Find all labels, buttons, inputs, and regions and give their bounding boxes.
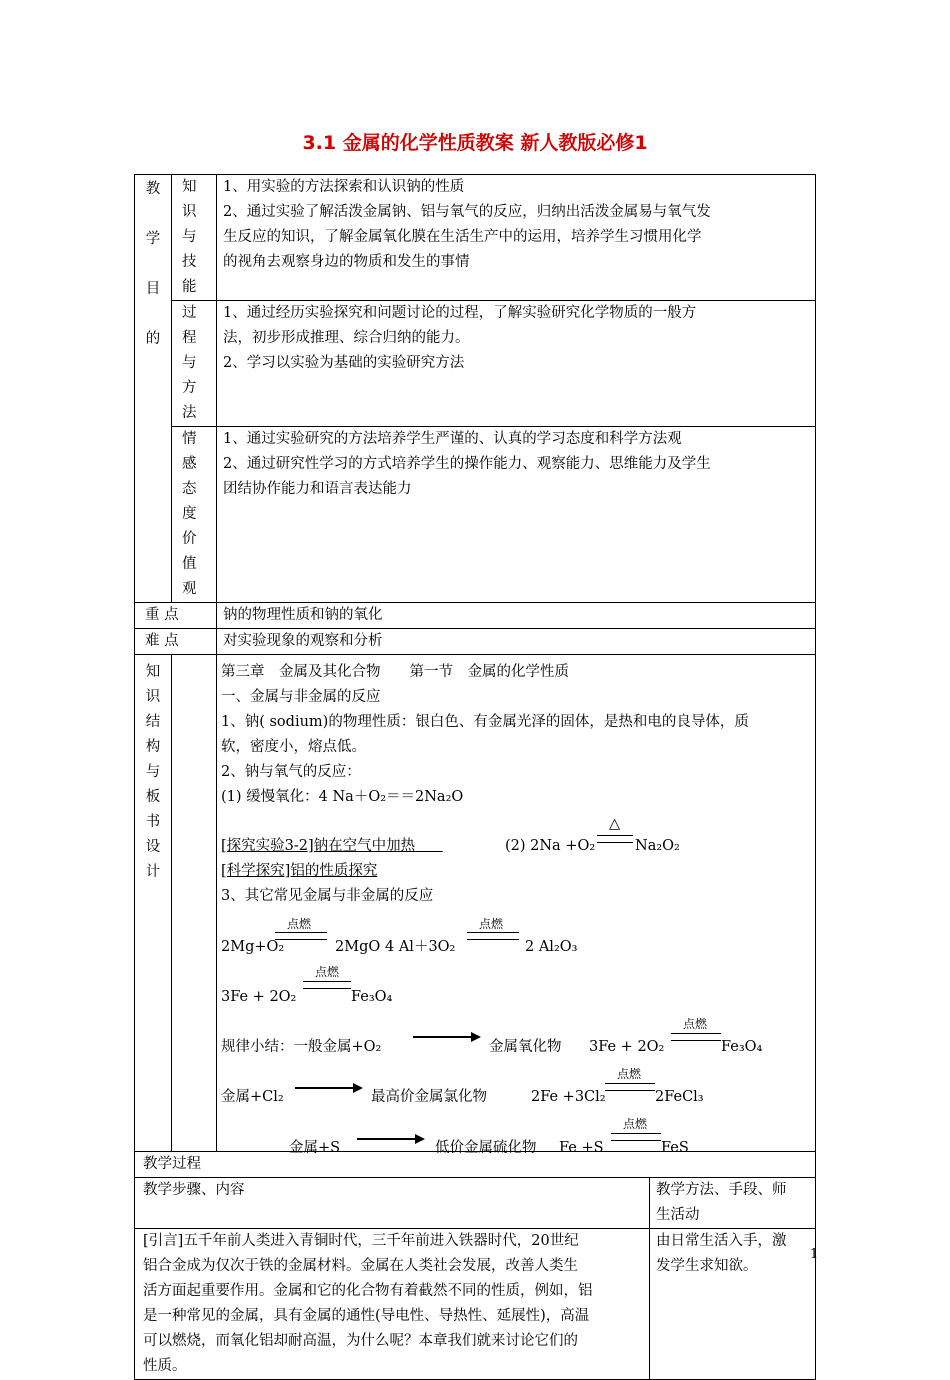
goal-type-text: 过程 <box>182 305 197 346</box>
intro-line: 性质。 <box>143 1358 187 1374</box>
goal-line: 团结协作能力和语言表达能力 <box>223 481 412 497</box>
page-number: 1 <box>810 1247 819 1262</box>
method-line: 发学生求知欲。 <box>656 1258 758 1274</box>
goal-type-text: 与 <box>182 355 197 371</box>
ignite-label: 点燃 <box>287 917 312 931</box>
board-label-char: 计 <box>145 864 161 880</box>
board-na-line2: 软，密度小，熔点低。 <box>221 739 366 755</box>
ignite-bar <box>605 1083 655 1091</box>
col-methods <box>650 1178 816 1229</box>
board-exp1 <box>221 834 443 859</box>
heat-symbol: △ <box>609 816 621 832</box>
goal-type-text: 技能 <box>182 254 197 295</box>
board-design-cell <box>135 655 816 1156</box>
goal-line: 生反应的知识，了解金属氧化膜在生活生产中的运用，培养学生习惯用化学 <box>223 229 702 245</box>
goal-content <box>217 301 816 427</box>
goals-label-char: 的 <box>145 331 161 347</box>
goal-line: 2、通过实验了解活泼金属钠、铝与氧气的反应，归纳出活泼金属易与氧气发 <box>223 204 711 220</box>
difficulty-label: 难 点 <box>135 629 217 655</box>
ignite-bar <box>611 1133 661 1141</box>
fe-left: 3Fe + 2O₂ <box>221 989 297 1005</box>
board-slow-ox: (1) 缓慢氧化：4 Na＋O₂＝＝2Na₂O <box>221 789 464 805</box>
process-title: 教学过程 <box>135 1152 816 1178</box>
method-line: 由日常生活入手，激 <box>656 1233 787 1249</box>
board-label-char: 与 <box>145 764 161 780</box>
goals-label-char: 目 <box>145 281 161 297</box>
goal-type-text: 价值观 <box>182 531 197 597</box>
ignite-label: 点燃 <box>315 965 340 979</box>
cl-label: 金属+Cl₂ <box>221 1089 284 1105</box>
key-point-label: 重 点 <box>135 603 217 629</box>
ignite-bar <box>303 981 351 989</box>
board-label-column <box>135 655 172 1151</box>
board-label-char: 板 <box>145 789 161 805</box>
board-section1: 一、金属与非金属的反应 <box>221 689 381 705</box>
rule-eq-left: 3Fe + 2O₂ <box>589 1039 665 1055</box>
difficulty-row <box>135 629 816 655</box>
process-header-row <box>135 1178 816 1229</box>
difficulty-text: 对实验现象的观察和分析 <box>217 629 816 655</box>
board-divider <box>172 655 217 1151</box>
s-arrow <box>357 1138 423 1140</box>
goal-row-process <box>135 301 816 427</box>
goal-line: 1、通过经历实验探究和问题讨论的过程，了解实验研究化学物质的一般方 <box>223 305 697 321</box>
board-exp2: [科学探究]铝的性质探究 <box>221 863 378 879</box>
board-label-char: 结 <box>145 714 161 730</box>
rule-result: 金属氧化物 <box>489 1039 562 1055</box>
cl-result: 最高价金属氯化物 <box>371 1089 487 1105</box>
board-label-char: 设 <box>145 839 161 855</box>
document-title: 3.1 金属的化学性质教案 新人教版必修1 <box>302 132 648 154</box>
goal-type-text: 情感 <box>182 431 197 472</box>
key-point-text: 钠的物理性质和钠的氧化 <box>217 603 816 629</box>
goal-line: 1、通过实验研究的方法培养学生严谨的、认真的学习态度和科学方法观 <box>223 431 682 447</box>
goal-row-knowledge <box>135 175 816 301</box>
mg-left: 2Mg+O₂ <box>221 939 285 955</box>
board-label-char: 构 <box>145 739 161 755</box>
al-right: 2 Al₂O₃ <box>525 939 578 955</box>
key-point-row <box>135 603 816 629</box>
heat-equal-bar <box>597 835 633 843</box>
intro-line: [引言]五千年前人类进入青铜时代，三千年前进入铁器时代，20世纪 <box>143 1233 579 1249</box>
mg-right: 2MgO <box>335 939 381 955</box>
intro-line: 是一种常见的金属，具有金属的通性(导电性、导热性、延展性)，高温 <box>143 1308 590 1324</box>
al-left: 4 Al＋3O₂ <box>385 939 456 955</box>
cl-eq-right: 2FeCl₃ <box>655 1089 704 1105</box>
goal-content <box>217 427 816 603</box>
goal-line: 2、学习以实验为基础的实验研究方法 <box>223 355 465 371</box>
s-label: 金属+S <box>289 1140 341 1156</box>
board-na-line1: 1、钠( sodium)的物理性质：银白色、有金属光泽的固体，是热和电的良导体，质 <box>221 714 749 730</box>
goal-line: 法，初步形成推理、综合归纳的能力。 <box>223 330 470 346</box>
rule-arrow <box>413 1036 479 1038</box>
board-label-char: 书 <box>145 814 161 830</box>
board-label-char: 识 <box>145 689 161 705</box>
ignite-label: 点燃 <box>623 1117 648 1131</box>
intro-content <box>135 1229 650 1380</box>
rule-label: 规律小结：一般金属+O₂ <box>221 1039 382 1055</box>
intro-method <box>650 1229 819 1380</box>
s-eq-right: FeS <box>661 1140 689 1156</box>
ignite-label: 点燃 <box>479 917 504 931</box>
goals-label-char: 教 <box>145 181 161 197</box>
process-intro-row <box>135 1229 816 1380</box>
goal-type-text: 与 <box>182 229 197 245</box>
board-chapter: 第三章 金属及其化合物 第一节 金属的化学性质 <box>221 664 569 680</box>
col-methods-line: 生活动 <box>656 1207 700 1223</box>
intro-line: 活方面起重要作用。金属和它的化合物有着截然不同的性质，例如，铝 <box>143 1283 593 1299</box>
rule-eq-right: Fe₃O₄ <box>721 1039 763 1055</box>
col-methods-line: 教学方法、手段、师 <box>656 1182 787 1198</box>
col-steps: 教学步骤、内容 <box>135 1178 650 1229</box>
board-design-row <box>135 655 816 1152</box>
heat-eq-left: (2) 2Na +O₂ <box>505 838 596 854</box>
fe-right: Fe₃O₄ <box>351 989 393 1005</box>
goal-line: 2、通过研究性学习的方式培养学生的操作能力、观察能力、思维能力及学生 <box>223 456 711 472</box>
goals-label <box>135 175 172 603</box>
goal-type-text: 态度 <box>182 481 197 522</box>
goal-row-emotion <box>135 427 816 603</box>
heat-eq-right: Na₂O₂ <box>635 838 680 854</box>
intro-line: 可以燃烧，而氧化铝却耐高温，为什么呢？本章我们就来讨论它们的 <box>143 1333 578 1349</box>
board-na-o2: 2、钠与氧气的反应： <box>221 764 361 780</box>
ignite-label: 点燃 <box>617 1067 642 1081</box>
intro-line: 铝合金成为仅次于铁的金属材料。金属在人类社会发展，改善人类生 <box>143 1258 578 1274</box>
goals-label-char: 学 <box>145 231 161 247</box>
s-eq-left: Fe +S <box>559 1140 604 1156</box>
exp1-text: [探究实验3-2]钠在空气中加热 <box>221 838 416 854</box>
ignite-bar <box>467 932 519 940</box>
ignite-bar <box>275 932 327 940</box>
goal-type-label <box>172 427 217 603</box>
ignite-bar <box>671 1033 721 1041</box>
cl-eq-left: 2Fe +3Cl₂ <box>531 1089 606 1105</box>
lesson-plan-table <box>134 174 819 1380</box>
goal-line: 的视角去观察身边的物质和发生的事情 <box>223 254 470 270</box>
goal-type-label <box>172 175 217 301</box>
ignite-label: 点燃 <box>683 1017 708 1031</box>
goal-type-text: 方法 <box>182 380 197 421</box>
board-section3: 3、其它常见金属与非金属的反应 <box>221 888 434 904</box>
goal-type-text: 知识 <box>182 179 197 220</box>
cl-arrow <box>295 1087 361 1089</box>
board-label-char: 知 <box>145 664 161 680</box>
s-result: 低价金属硫化物 <box>435 1140 537 1156</box>
goal-type-label <box>172 301 217 427</box>
goal-content <box>217 175 816 301</box>
goal-line: 1、用实验的方法探索和认识钠的性质 <box>223 179 465 195</box>
